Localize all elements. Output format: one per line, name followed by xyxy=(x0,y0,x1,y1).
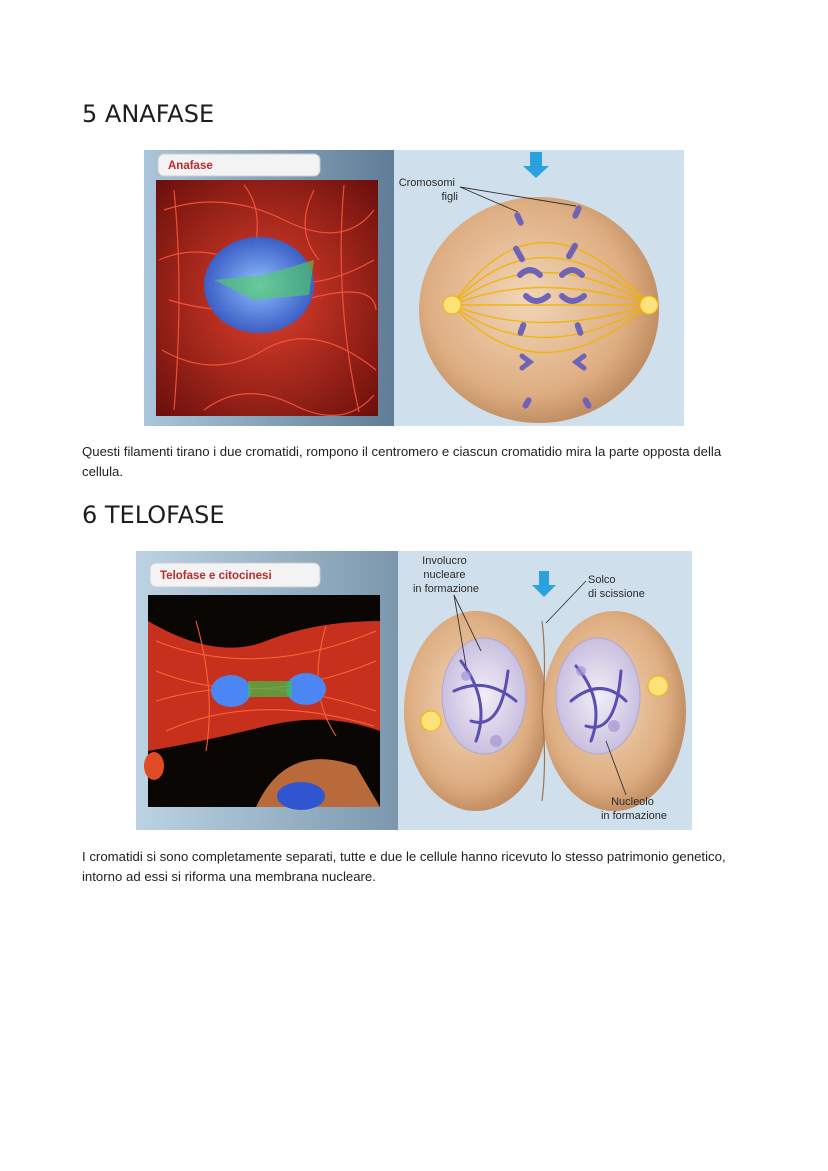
telofase-photo-tag: Telofase e citocinesi xyxy=(160,570,272,582)
label-nucleolus: Nucleolo in formazione xyxy=(600,796,668,822)
anafase-description: Questi filamenti tirano i due cromatidi, rompono il centromero e ciascun cromatidio mira la parte opposta della cellula. xyxy=(82,444,722,479)
label-chromosomes: Cromosomi figli xyxy=(398,177,458,203)
telofase-micrograph xyxy=(144,595,380,810)
label-nuclear-envelope: Involucro nucleare in formazione xyxy=(412,555,480,595)
anafase-figure xyxy=(144,150,684,426)
anafase-micrograph xyxy=(156,180,378,416)
telofase-description: I cromatidi si sono completamente separati, tutte e due le cellule hanno ricevuto lo stesso patrimonio genetico, intorno ad essi si riforma una membrana nucleare. xyxy=(82,849,726,884)
section-heading-telofase: 6 TELOFASE xyxy=(82,501,225,529)
section-heading-anafase: 5 ANAFASE xyxy=(82,100,215,128)
anafase-photo-tag: Anafase xyxy=(168,160,213,172)
telofase-figure xyxy=(136,551,692,830)
label-cleavage-furrow: Solco di scissione xyxy=(588,574,645,600)
